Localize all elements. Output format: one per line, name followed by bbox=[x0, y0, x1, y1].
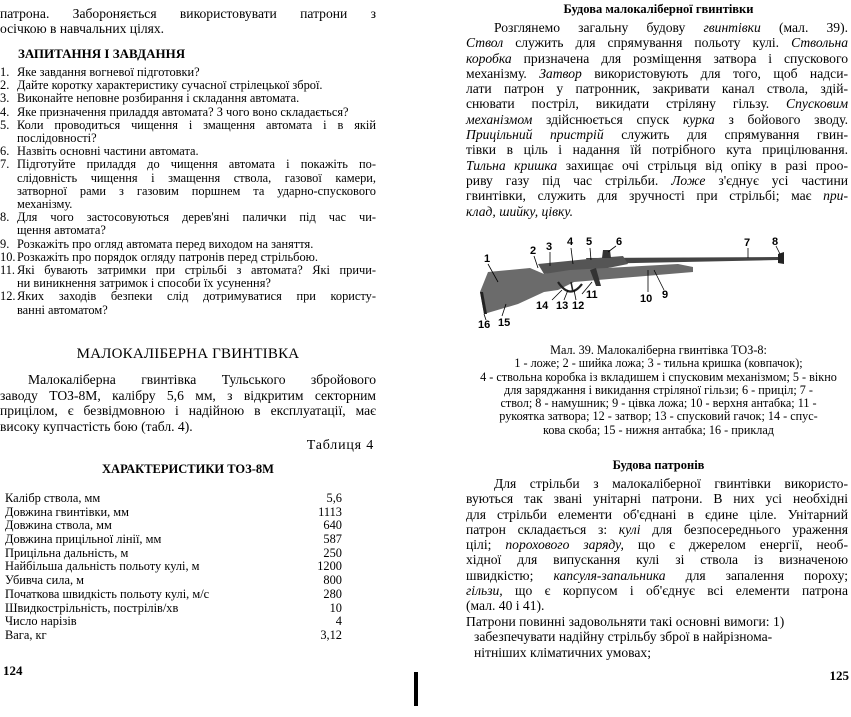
intro-line: патрона. Забороняється використовувати патрони з bbox=[0, 6, 376, 21]
text-line bbox=[466, 20, 848, 35]
rifle-structure-heading: Будова малокаліберної гвинтівки bbox=[563, 2, 754, 16]
rifle-illustration bbox=[478, 234, 818, 334]
question-number: 9. bbox=[0, 236, 10, 251]
question-item bbox=[0, 290, 376, 316]
spec-name: Прицільна дальність, м bbox=[5, 545, 129, 560]
page-number: 125 bbox=[829, 668, 849, 683]
spec-row bbox=[5, 506, 342, 520]
section-line: Малокаліберна гвинтівка Тульського збройового bbox=[28, 372, 376, 387]
text-span: лати патрон у патронник, закривати канал ствола, здій- bbox=[466, 81, 848, 97]
spec-value: 587 bbox=[323, 532, 342, 547]
spec-name: Довжина гвинтівки, мм bbox=[5, 504, 129, 519]
text-span: для стрільби елементи об'єднані в єдине ціле. Унітарний bbox=[466, 506, 848, 522]
figure-label: 4 bbox=[567, 236, 574, 248]
figure-label: 5 bbox=[586, 236, 593, 248]
text-line bbox=[466, 81, 848, 96]
figure-label: 1 bbox=[484, 253, 491, 265]
figure-label: 7 bbox=[744, 237, 751, 249]
spec-row bbox=[5, 615, 342, 629]
caption-line: 4 - ствольна коробка із вкладишем і спусковим механізмом; 5 - вікно bbox=[480, 369, 837, 384]
question-item bbox=[0, 92, 376, 105]
front-sight-shape bbox=[778, 252, 784, 264]
spec-row bbox=[5, 547, 342, 561]
text-span: що є джерелом енергії, необ- bbox=[623, 537, 848, 553]
text-line bbox=[466, 158, 848, 173]
term-italic: гільзи, bbox=[466, 583, 503, 599]
text-line bbox=[466, 188, 848, 203]
requirements-paragraph bbox=[466, 614, 848, 660]
text-line bbox=[466, 96, 848, 111]
cartridge-description bbox=[466, 476, 848, 614]
text-span: механізму. bbox=[466, 65, 540, 81]
figure-label: 11 bbox=[586, 289, 598, 301]
spec-value: 1200 bbox=[317, 559, 342, 574]
specs-table bbox=[5, 492, 342, 643]
figure-label: 14 bbox=[536, 300, 549, 312]
text-span: використовують для того, щоб надси- bbox=[581, 65, 848, 81]
spec-row bbox=[5, 602, 342, 616]
question-item bbox=[0, 119, 376, 145]
spec-value: 800 bbox=[323, 573, 342, 588]
question-number: 12. bbox=[0, 289, 16, 304]
text-line bbox=[466, 51, 848, 66]
text-line bbox=[466, 204, 848, 219]
text-span: служить для спрямування польоту кулі. bbox=[503, 35, 792, 51]
term-italic: кулі bbox=[618, 521, 641, 537]
text-span: для запалення пороху; bbox=[665, 567, 849, 583]
term-italic: Ствол bbox=[466, 35, 504, 51]
text-span: (мал. 40 і 41). bbox=[466, 598, 545, 614]
figure-label: 10 bbox=[640, 293, 653, 305]
question-text: Підготуйте приладдя до чищення автомата і покажіть по- bbox=[17, 157, 376, 172]
text-line: забезпечувати надійну стрільбу зброї в найрізнома- bbox=[474, 629, 773, 645]
table-title: ХАРАКТЕРИСТИКИ ТОЗ-8М bbox=[102, 462, 274, 476]
spec-value: 280 bbox=[323, 586, 342, 601]
text-line bbox=[466, 568, 848, 583]
text-span: служить для спрямування гвин- bbox=[603, 127, 848, 143]
question-text: Розкажіть про огляд автомата перед виходом на заняття. bbox=[17, 236, 314, 251]
question-text: Для чого застосовуються дерев'яні палички під час чи- bbox=[17, 210, 376, 225]
caption-line: для заряджання і викидання стріляної гільзи; 6 - приціл; 7 - bbox=[504, 382, 813, 397]
text-line bbox=[466, 112, 848, 127]
term-italic: курка bbox=[682, 111, 715, 127]
question-text: Яких заходів безпеки слід дотримуватися при користу- bbox=[17, 289, 376, 304]
text-line bbox=[466, 507, 848, 522]
section-paragraph bbox=[0, 372, 376, 434]
question-number: 11. bbox=[0, 263, 16, 278]
term-italic: капсуля-запальника bbox=[553, 567, 666, 583]
question-number: 1. bbox=[0, 65, 10, 79]
term-italic: Спусковим bbox=[786, 96, 848, 112]
question-text: щення автомата? bbox=[17, 223, 106, 238]
text-span: хідної для випускання кулі зі ствола із визначеною bbox=[466, 552, 848, 568]
question-text: Дайте коротку характеристику сучасної стрілецької зброї. bbox=[17, 78, 323, 93]
term-italic: Ствольна bbox=[791, 35, 848, 51]
figure-label: 16 bbox=[478, 319, 491, 331]
spec-name: Початкова швидкість польоту кулі, м/с bbox=[5, 586, 210, 601]
section-line: заводу ТОЗ-8М, калібру 5,6 мм, з відкритим секторним bbox=[0, 387, 376, 403]
term-italic: при- bbox=[823, 188, 848, 204]
figure-label: 3 bbox=[546, 241, 553, 253]
intro-line: осічкою в навчальних цілях. bbox=[0, 21, 165, 36]
spec-value: 3,12 bbox=[320, 627, 342, 642]
term-italic: Прицільний пристрій bbox=[466, 127, 604, 143]
question-text: Виконайте неповне розбирання і складання автомата. bbox=[17, 91, 300, 106]
cartridge-heading: Будова патронів bbox=[612, 458, 705, 472]
figure-label: 2 bbox=[530, 245, 537, 257]
text-span: для безпосереднього ураження bbox=[640, 521, 848, 537]
text-span: з бойового зводу. bbox=[714, 111, 848, 127]
text-span: снювати постріл, викидати стріляну гільзу. bbox=[466, 96, 787, 112]
spec-name: Довжина прицільної лінії, мм bbox=[5, 532, 162, 547]
spec-value: 5,6 bbox=[326, 491, 342, 505]
caption-line: рукоятка затвора; 12 - затвор; 13 - спусковий гачок; 14 - спус- bbox=[499, 409, 818, 424]
text-line bbox=[466, 142, 848, 157]
text-line bbox=[466, 552, 848, 567]
text-span: швидкістю; bbox=[466, 567, 554, 583]
spec-row bbox=[5, 519, 342, 533]
caption-line: кова скоба; 15 - нижня антабка; 16 - приклад bbox=[543, 422, 774, 437]
figure-caption bbox=[466, 344, 851, 437]
text-line bbox=[466, 537, 848, 552]
question-number: 2. bbox=[0, 78, 10, 93]
spec-name: Швидкострільність, пострілів/хв bbox=[5, 600, 179, 615]
term-italic: Тильна кришка bbox=[466, 157, 558, 173]
question-text: затворної рами з газовим поршнем та ударно-спускового bbox=[17, 183, 376, 198]
text-span: з'єднує усі частини bbox=[705, 172, 848, 188]
question-number: 10. bbox=[0, 249, 16, 264]
question-item bbox=[0, 106, 376, 119]
spec-name: Убивча сила, м bbox=[5, 573, 84, 588]
text-span: патрон складається з: bbox=[466, 521, 619, 537]
questions-list bbox=[0, 66, 376, 317]
term-italic: гвинтівки bbox=[703, 20, 761, 35]
rifle-description bbox=[466, 20, 848, 219]
text-line bbox=[466, 127, 848, 142]
spec-name: Калібр ствола, мм bbox=[5, 491, 101, 505]
spec-row bbox=[5, 533, 342, 547]
text-line: Патрони повинні задовольняти такі основні вимоги: 1) bbox=[466, 614, 785, 629]
text-line bbox=[466, 35, 848, 50]
text-span: тівки в ціль і надання їй потрібного кута прицілювання. bbox=[466, 142, 848, 158]
spec-row bbox=[5, 629, 342, 643]
question-text: слідовність чищення і змащення ствола, газової камери, bbox=[17, 170, 376, 185]
text-line bbox=[466, 476, 848, 491]
spec-value: 250 bbox=[323, 545, 342, 560]
term-italic: клад, шийку, цівку. bbox=[466, 203, 573, 219]
question-text: Яке завдання вогневої підготовки? bbox=[17, 65, 200, 79]
question-number: 8. bbox=[0, 210, 10, 225]
text-line bbox=[466, 491, 848, 506]
spec-row bbox=[5, 492, 342, 506]
figure-label: 15 bbox=[498, 317, 511, 329]
term-italic: Затвор bbox=[539, 65, 582, 81]
text-line bbox=[466, 598, 848, 613]
spec-row bbox=[5, 574, 342, 588]
rifle-figure bbox=[478, 234, 818, 334]
text-span: риву газу під час стрільби. bbox=[466, 172, 672, 188]
question-text: послідовності? bbox=[17, 131, 97, 146]
text-line: нітніших кліматичних умовах; bbox=[474, 644, 651, 660]
question-item bbox=[0, 238, 376, 251]
question-text: Розкажіть про порядок огляду патронів перед стрільбою. bbox=[17, 249, 318, 264]
term-italic: коробка bbox=[466, 50, 512, 66]
figure-label: 9 bbox=[662, 289, 669, 301]
question-text: Які бувають затримки при стрільбі з автомата? Які причи- bbox=[17, 263, 376, 278]
spec-name: Вага, кг bbox=[5, 627, 47, 642]
question-item bbox=[0, 158, 376, 211]
spec-name: Найбільша дальність польоту кулі, м bbox=[5, 559, 200, 574]
question-text: Коли проводиться чищення і змащення автомата і в якій bbox=[17, 117, 376, 132]
text-line bbox=[466, 66, 848, 81]
question-item bbox=[0, 264, 376, 290]
text-span: призначена для розміщення затвора і спускового bbox=[511, 50, 848, 66]
text-span: (мал. 39). bbox=[760, 20, 849, 35]
figure-label: 6 bbox=[616, 236, 623, 248]
term-italic: механізмом bbox=[466, 111, 533, 127]
spec-name: Число нарізів bbox=[5, 614, 77, 629]
figure-label: 8 bbox=[772, 236, 779, 248]
figure-label: 12 bbox=[572, 300, 585, 312]
text-span: Для стрільби з малокаліберної гвинтівки використо- bbox=[494, 476, 848, 491]
spec-value: 4 bbox=[335, 614, 342, 629]
spec-row bbox=[5, 560, 342, 574]
question-number: 6. bbox=[0, 144, 10, 159]
text-line bbox=[466, 583, 848, 598]
spine-divider bbox=[414, 672, 418, 706]
text-span: здійснюється спуск bbox=[532, 111, 683, 127]
question-number: 7. bbox=[0, 157, 10, 172]
section-line: прицілом, є безвідмовною і надійною в експлуатації, має bbox=[0, 403, 376, 418]
spec-row bbox=[5, 588, 342, 602]
spec-value: 640 bbox=[323, 518, 342, 533]
question-number: 3. bbox=[0, 91, 10, 106]
text-span: що є корпусом і об'єднує всі елементи патрона bbox=[502, 583, 848, 599]
text-span: цілі; bbox=[466, 537, 506, 553]
question-text: механізму. bbox=[17, 197, 73, 212]
question-item bbox=[0, 211, 376, 237]
questions-title: ЗАПИТАННЯ І ЗАВДАННЯ bbox=[18, 46, 186, 61]
spec-value: 10 bbox=[329, 600, 342, 615]
text-line bbox=[466, 173, 848, 188]
caption-line: Мал. 39. Малокаліберна гвинтівка ТОЗ-8: bbox=[550, 343, 767, 357]
text-line bbox=[466, 522, 848, 537]
question-text: ванні автоматом? bbox=[17, 302, 108, 317]
caption-line: 1 - ложе; 2 - шийка ложа; 3 - тильна кришка (ковпачок); bbox=[514, 356, 803, 371]
intro-paragraph bbox=[0, 6, 376, 36]
question-text: Назвіть основні частини автомата. bbox=[17, 144, 199, 159]
question-number: 4. bbox=[0, 104, 10, 119]
figure-label: 13 bbox=[556, 300, 569, 312]
question-text: Яке призначення приладдя автомата? З чого воно складається? bbox=[17, 104, 349, 119]
term-italic: Ложе bbox=[671, 172, 706, 188]
caption-line: ствол; 8 - намушник; 9 - цівка ложа; 10 - верхня антабка; 11 - bbox=[500, 396, 817, 411]
table-label: Таблиця 4 bbox=[306, 438, 374, 453]
question-number: 5. bbox=[0, 117, 10, 132]
section-title: МАЛОКАЛІБЕРНА ГВИНТІВКА bbox=[76, 346, 300, 362]
spec-value: 1113 bbox=[318, 504, 342, 519]
page-number: 124 bbox=[3, 663, 23, 678]
text-span: вуються так звані унітарні патрони. В них усі необхідні bbox=[466, 491, 848, 507]
question-text: ни виникнення затримок і способи їх усунення? bbox=[17, 276, 271, 291]
text-span: Розглянемо загальну будову bbox=[494, 20, 704, 35]
text-span: гвинтівки, служить для зручності при стрільбі; має bbox=[466, 188, 824, 204]
spec-name: Довжина ствола, мм bbox=[5, 518, 112, 533]
term-italic: порохового заряду, bbox=[505, 537, 624, 553]
text-span: захищає очі стрільця від опіку в разі проо- bbox=[557, 157, 848, 173]
section-line: високу купчастість бою (табл. 4). bbox=[0, 418, 193, 434]
